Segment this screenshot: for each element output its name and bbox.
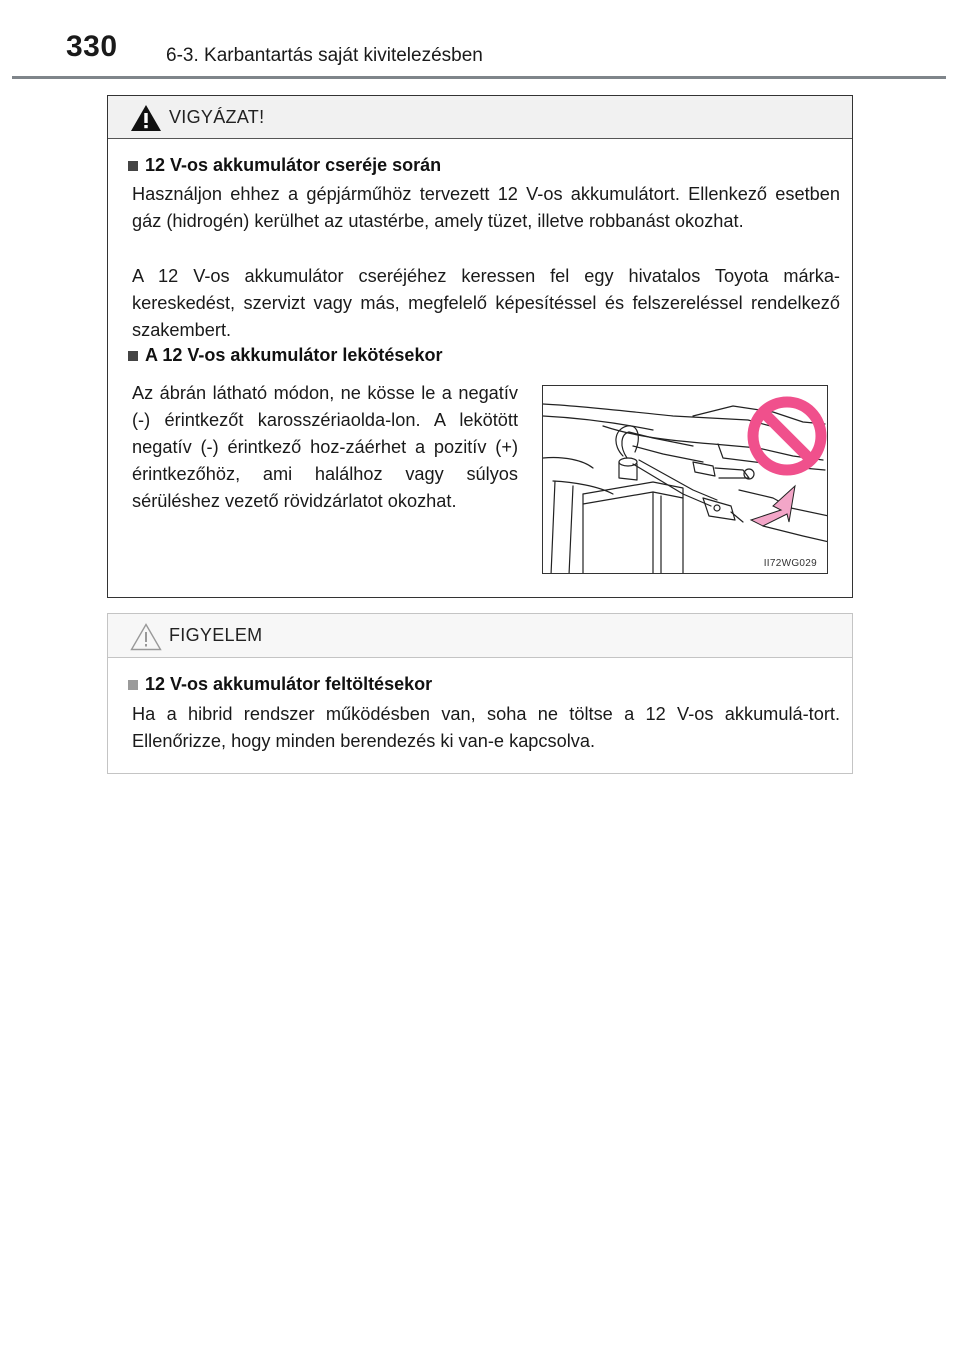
caution-item-2-title: A 12 V-os akkumulátor lekötésekor <box>145 345 443 365</box>
warning-triangle-icon <box>130 104 162 132</box>
bullet-square-icon <box>128 351 138 361</box>
arrow-icon <box>751 486 795 526</box>
caution-box <box>107 95 853 598</box>
header-rule <box>12 76 946 79</box>
caution-item-1-paragraph-2: A 12 V-os akkumulátor cseréjéhez keressen fel egy hivatalos Toyota márka-kereskedést, szervizt vagy más, megfelelő képesítéssel és felszereléssel rendelkező szakembert. <box>132 266 840 340</box>
battery-terminal-illustration <box>543 386 828 574</box>
figure-id-label: II72WG029 <box>763 558 817 569</box>
caution-header <box>108 96 852 139</box>
section-title: 6-3. Karbantartás saját kivitelezésben <box>166 45 483 66</box>
bullet-square-icon <box>128 161 138 171</box>
notice-item-1-title: 12 V-os akkumulátor feltöltésekor <box>145 674 433 694</box>
notice-header <box>108 614 852 658</box>
notice-item-title <box>128 674 432 695</box>
caution-item-1-paragraph-1: Használjon ehhez a gépjárműhöz tervezett 12 V-os akkumulátort. Ellenkező esetben gáz (hidrogén) kerülhet az utastérbe, amely tüzet, illetve robbanást okozhat. <box>132 184 840 231</box>
caution-item-1-title: 12 V-os akkumulátor cseréje során <box>145 155 442 175</box>
battery-disconnect-figure <box>542 385 828 574</box>
bullet-square-icon <box>128 680 138 690</box>
prohibition-icon <box>753 402 821 470</box>
notice-box <box>107 613 853 774</box>
notice-item-1-paragraph: Ha a hibrid rendszer működésben van, soha ne töltse a 12 V-os akkumulá-tort. Ellenőrizze, hogy minden berendezés ki van-e kapcsolva. <box>132 704 840 751</box>
caution-item-title <box>128 155 441 176</box>
caution-heading: VIGYÁZAT! <box>169 107 265 127</box>
page-number: 330 <box>66 30 118 63</box>
caution-item-2-paragraph: Az ábrán látható módon, ne kösse le a negatív (-) érintkezőt karosszériaolda-lon. A lekötött negatív (-) érintkező hoz-záérhet a pozitív (+) érintkezőhöz, ami halálhoz vagy súlyos sérüléshez vezető rövidzárlatot okozhat. <box>132 383 518 511</box>
caution-item-title <box>128 345 442 366</box>
notice-heading: FIGYELEM <box>169 625 263 645</box>
warning-triangle-outline-icon <box>130 623 162 651</box>
